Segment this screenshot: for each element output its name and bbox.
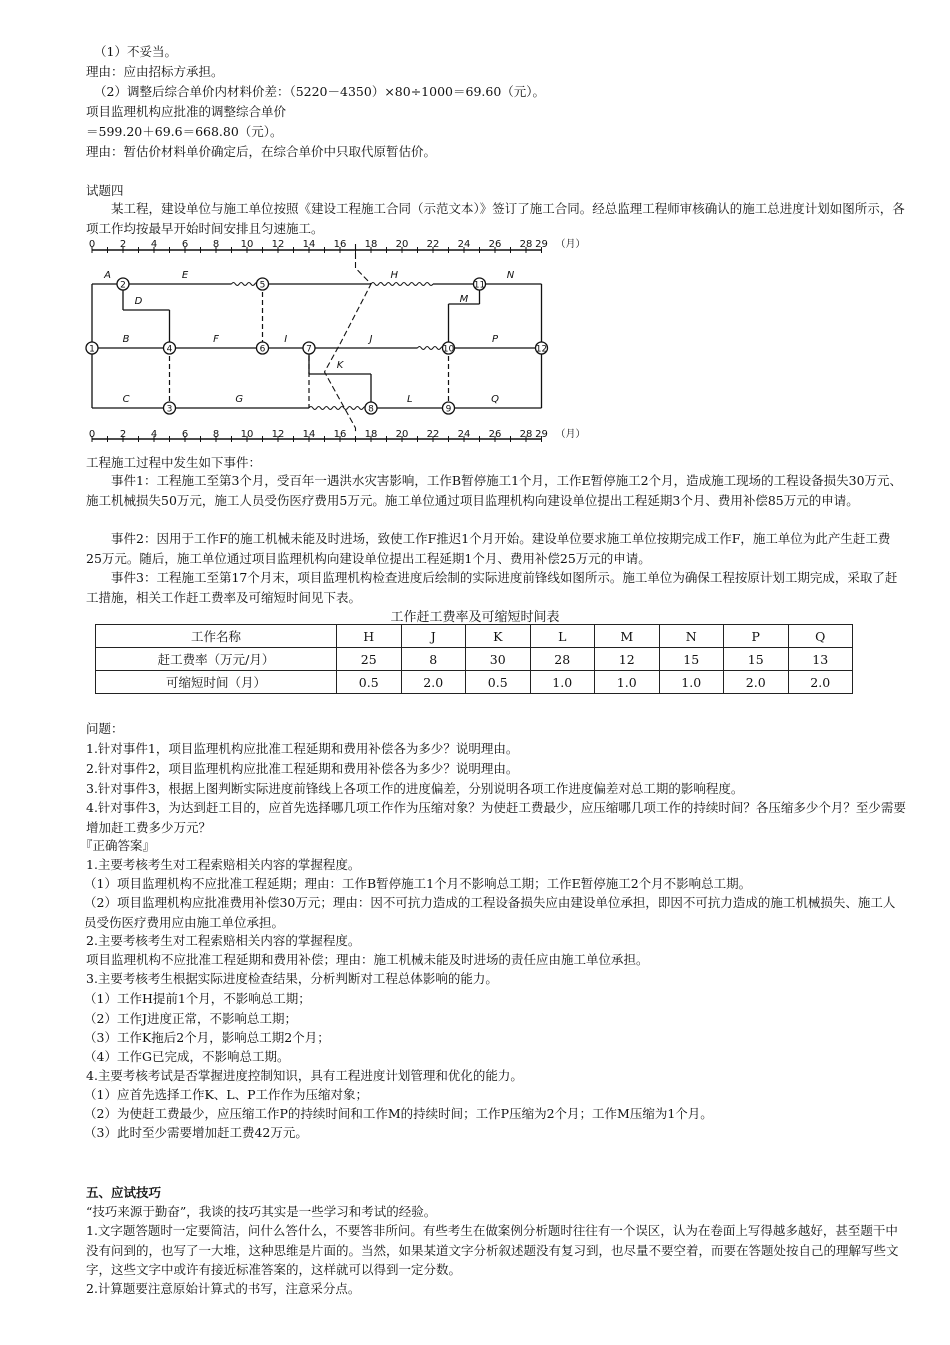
question-item: 2.针对事件2，项目监理机构应批准工程延期和费用补偿各为多少？说明理由。 (86, 761, 519, 776)
answer-item: （1）工作H提前1个月，不影响总工期； (84, 991, 311, 1006)
tips-paragraph: “技巧来源于勤奋”，我谈的技巧其实是一些学习和考试的经验。 (86, 1204, 437, 1219)
axis-tick-label: 0 (88, 429, 96, 440)
work-label: N (506, 270, 515, 281)
table-cell: M (595, 625, 660, 648)
axis-tick-label: 20 (395, 429, 409, 440)
answer-line: ＝599.20＋69.6＝668.80（元）。 (86, 124, 283, 139)
section-title: 五、应试技巧 (86, 1185, 162, 1200)
table-cell: 13 (788, 648, 853, 671)
table-cell: 1.0 (595, 671, 660, 694)
work-label: A (104, 270, 111, 281)
axis-tick-label: 10 (240, 429, 254, 440)
answer-line: 项目监理机构应批准的调整综合单价 (86, 104, 287, 119)
crash-cost-table (95, 624, 853, 694)
node-number: 9 (445, 404, 452, 415)
answer-line: 理由：暂估价材料单价确定后，在综合单价中只取代原暂估价。 (86, 144, 437, 159)
answer-item: 2.主要考核考生对工程索赔相关内容的掌握程度。 (86, 933, 361, 948)
table-cell: 15 (724, 648, 789, 671)
answer-item: （3）工作K拖后2个月，影响总工期2个月； (84, 1030, 330, 1045)
axis-tick-label: 0 (88, 239, 96, 250)
axis-tick-label: 6 (181, 239, 189, 250)
axis-tick-label: 28 (519, 239, 533, 250)
answer-item: 1.主要考核考生对工程索赔相关内容的掌握程度。 (86, 857, 361, 872)
table-cell: 12 (595, 648, 660, 671)
axis-tick-label: 8 (212, 239, 220, 250)
free-float-wave (371, 283, 433, 286)
events-intro: 工程施工过程中发生如下事件： (86, 455, 262, 470)
axis-tick-label: 18 (364, 239, 378, 250)
table-cell: N (659, 625, 724, 648)
axis-tick-label: 4 (150, 239, 158, 250)
event-2: 事件2：因用于工作F的施工机械未能及时进场，致使工作F推迟1个月开始。建设单位要求施工单位按期完成工作F，施工单位为此产生赶工费25万元。随后，施工单位通过项目监理机构向建设单位提出工程延期1个月、费用补偿25万元的申请。 (86, 531, 891, 566)
axis-tick-label: 2 (119, 239, 127, 250)
question-item: 4.针对事件3，为达到赶工目的，应首先选择哪几项工作作为压缩对象？为使赶工费最少，应压缩哪几项工作的持续时间？各压缩多少个月？至少需要增加赶工费多少万元？ (86, 800, 906, 835)
axis-tick-label: 26 (488, 239, 502, 250)
axis-tick-label: 24 (457, 429, 471, 440)
axis-tick-label: 20 (395, 239, 409, 250)
answer-item: 4.主要考核考试是否掌握进度控制知识，具有工程进度计划管理和优化的能力。 (86, 1068, 523, 1083)
table-cell: P (724, 625, 789, 648)
node-number: 12 (535, 344, 548, 355)
table-cell: J (401, 625, 466, 648)
answers-title: 『正确答案』 (80, 838, 156, 853)
table-cell: 8 (401, 648, 466, 671)
axis-tick-label: 24 (457, 239, 471, 250)
tips-paragraph: 1.文字题答题时一定要简洁，问什么答什么，不要答非所问。有些考生在做案例分析题时往往有一个误区，认为在卷面上写得越多越好，甚至题干中没有问到的，也写了一大堆，这种思维是片面的。当然，如果某道文字分析叙述题没有复习到，也尽量不要空着，而要在答题处按自己的理解写些文字，这些文字中或许有接近标准答案的，这样就可以得到一定分数。 (86, 1223, 899, 1277)
node-number: 11 (473, 280, 486, 291)
axis-tick-label: 4 (150, 429, 158, 440)
questions-title: 问题： (86, 721, 124, 736)
answer-item: （4）工作G已完成，不影响总工期。 (84, 1049, 290, 1064)
table-cell: Q (788, 625, 853, 648)
diagram-edges (92, 244, 542, 434)
progress-front-line (325, 244, 372, 434)
table-cell: 0.5 (337, 671, 402, 694)
work-label: H (390, 270, 399, 281)
event-3: 事件3：工程施工至第17个月末，项目监理机构检查进度后绘制的实际进度前锋线如图所示。施工单位为确保工程按原计划工期完成，采取了赶工措施，相关工作赶工费率及可缩短时间见下表。 (86, 570, 898, 605)
network-diagram (82, 236, 607, 451)
table-cell: 2.0 (724, 671, 789, 694)
axis-tick-label: 12 (271, 239, 285, 250)
node-number: 6 (259, 344, 266, 355)
node-number: 5 (259, 280, 266, 291)
section-title: 试题四 (86, 183, 124, 198)
free-float-wave (309, 407, 371, 410)
axis-tick-label: 8 (212, 429, 220, 440)
work-label: E (181, 270, 189, 281)
answer-item: 3.主要考核考生根据实际进度检查结果，分析判断对工程总体影响的能力。 (86, 971, 498, 986)
table-row (96, 625, 853, 648)
work-label: L (406, 394, 413, 405)
axis-tick-label: 12 (271, 429, 285, 440)
axis-unit-label: （月） (555, 239, 586, 250)
work-label: P (491, 334, 499, 345)
table-cell: H (337, 625, 402, 648)
axis-tick-label: 28 (519, 429, 533, 440)
node-number: 7 (306, 344, 312, 355)
answer-item: （2）工作J进度正常，不影响总工期； (84, 1011, 297, 1026)
node-number: 1 (89, 344, 95, 355)
top-axis (89, 238, 586, 253)
diagram-nodes (86, 278, 548, 415)
table-cell: 2.0 (401, 671, 466, 694)
work-label: I (284, 334, 288, 345)
question-intro: 某工程，建设单位与施工单位按照《建设工程施工合同（示范文本）》签订了施工合同。经总监理工程师审核确认的施工总进度计划如图所示，各项工作均按最早开始时间安排且匀速施工。 (86, 201, 905, 236)
work-label: B (122, 334, 130, 345)
table-cell: 工作名称 (96, 625, 337, 648)
table-cell: 30 (466, 648, 531, 671)
work-label: Q (491, 394, 499, 405)
work-label: M (459, 294, 469, 305)
work-label: F (213, 334, 219, 345)
question-item: 3.针对事件3，根据上图判断实际进度前锋线上各项工作的进度偏差，分别说明各项工作进度偏差对总工期的影响程度。 (86, 781, 744, 796)
work-label: C (122, 394, 130, 405)
axis-tick-label: 6 (181, 429, 189, 440)
answer-item: （2）为使赶工费最少，应压缩工作P的持续时间和工作M的持续时间；工作P压缩为2个月；工作M压缩为1个月。 (84, 1106, 713, 1121)
answer-line: （1）不妥当。 (94, 44, 177, 59)
axis-tick-label: 16 (333, 239, 347, 250)
axis-tick-label: 26 (488, 429, 502, 440)
table-row (96, 648, 853, 671)
answer-line: （2）调整后综合单价内材料价差：（5220－4350）×80÷1000＝69.60（元）。 (94, 84, 546, 99)
table-cell: 28 (530, 648, 595, 671)
table-cell: L (530, 625, 595, 648)
table-cell: 可缩短时间（月） (96, 671, 337, 694)
axis-tick-label: 14 (302, 429, 316, 440)
axis-tick-label: 18 (364, 429, 378, 440)
table-cell: 25 (337, 648, 402, 671)
question-item: 1.针对事件1，项目监理机构应批准工程延期和费用补偿各为多少？说明理由。 (86, 741, 519, 756)
axis-tick-label: 14 (302, 239, 316, 250)
work-label: G (235, 394, 244, 405)
node-number: 4 (166, 344, 173, 355)
node-number: 3 (166, 404, 173, 415)
table-cell: 15 (659, 648, 724, 671)
work-label: J (369, 334, 373, 345)
work-label: D (134, 296, 143, 307)
answer-item: （1）项目监理机构不应批准工程延期；理由：工作B暂停施工1个月不影响总工期；工作E暂停施工2个月不影响总工期。 (84, 876, 752, 891)
axis-tick-label: 22 (426, 429, 440, 440)
table-cell: 0.5 (466, 671, 531, 694)
axis-tick-label: 10 (240, 239, 254, 250)
tips-paragraph: 2.计算题要注意原始计算式的书写，注意采分点。 (86, 1281, 361, 1296)
table-cell: 1.0 (659, 671, 724, 694)
axis-tick-label: 29 (535, 429, 548, 440)
node-number: 10 (442, 344, 455, 355)
answer-line: 理由：应由招标方承担。 (86, 64, 224, 79)
work-label: K (336, 360, 344, 371)
node-number: 2 (120, 280, 126, 291)
axis-tick-label: 29 (535, 239, 548, 250)
table-cell: 2.0 (788, 671, 853, 694)
table-caption: 工作赶工费率及可缩短时间表 (390, 610, 560, 625)
answer-item: （1）应首先选择工作K、L、P工作作为压缩对象； (84, 1087, 369, 1102)
table-cell: 赶工费率（万元/月） (96, 648, 337, 671)
table-cell: 1.0 (530, 671, 595, 694)
event-1: 事件1：工程施工至第3个月，受百年一遇洪水灾害影响，工作B暂停施工1个月，工作E暂停施工2个月，造成施工现场的工程设备损失30万元、施工机械损失50万元，施工人员受伤医疗费用5万元。施工单位通过项目监理机构向建设单位提出工程延期3个月、费用补偿85万元的申请。 (86, 473, 903, 508)
bottom-axis (89, 428, 586, 442)
answer-item: （3）此时至少需要增加赶工费42万元。 (84, 1125, 308, 1140)
node-number: 8 (368, 404, 374, 415)
axis-unit-label: （月） (555, 429, 586, 440)
axis-tick-label: 22 (426, 239, 440, 250)
answer-item: （2）项目监理机构应批准费用补偿30万元；理由：因不可抗力造成的工程设备损失应由建设单位承担，即因不可抗力造成的施工机械损失、施工人员受伤医疗费用应由施工单位承担。 (84, 895, 896, 930)
axis-tick-label: 16 (333, 429, 347, 440)
axis-tick-label: 2 (119, 429, 127, 440)
answer-item: 项目监理机构不应批准工程延期和费用补偿；理由：施工机械未能及时进场的责任应由施工单位承担。 (86, 952, 649, 967)
table-row (96, 671, 853, 694)
table-cell: K (466, 625, 531, 648)
